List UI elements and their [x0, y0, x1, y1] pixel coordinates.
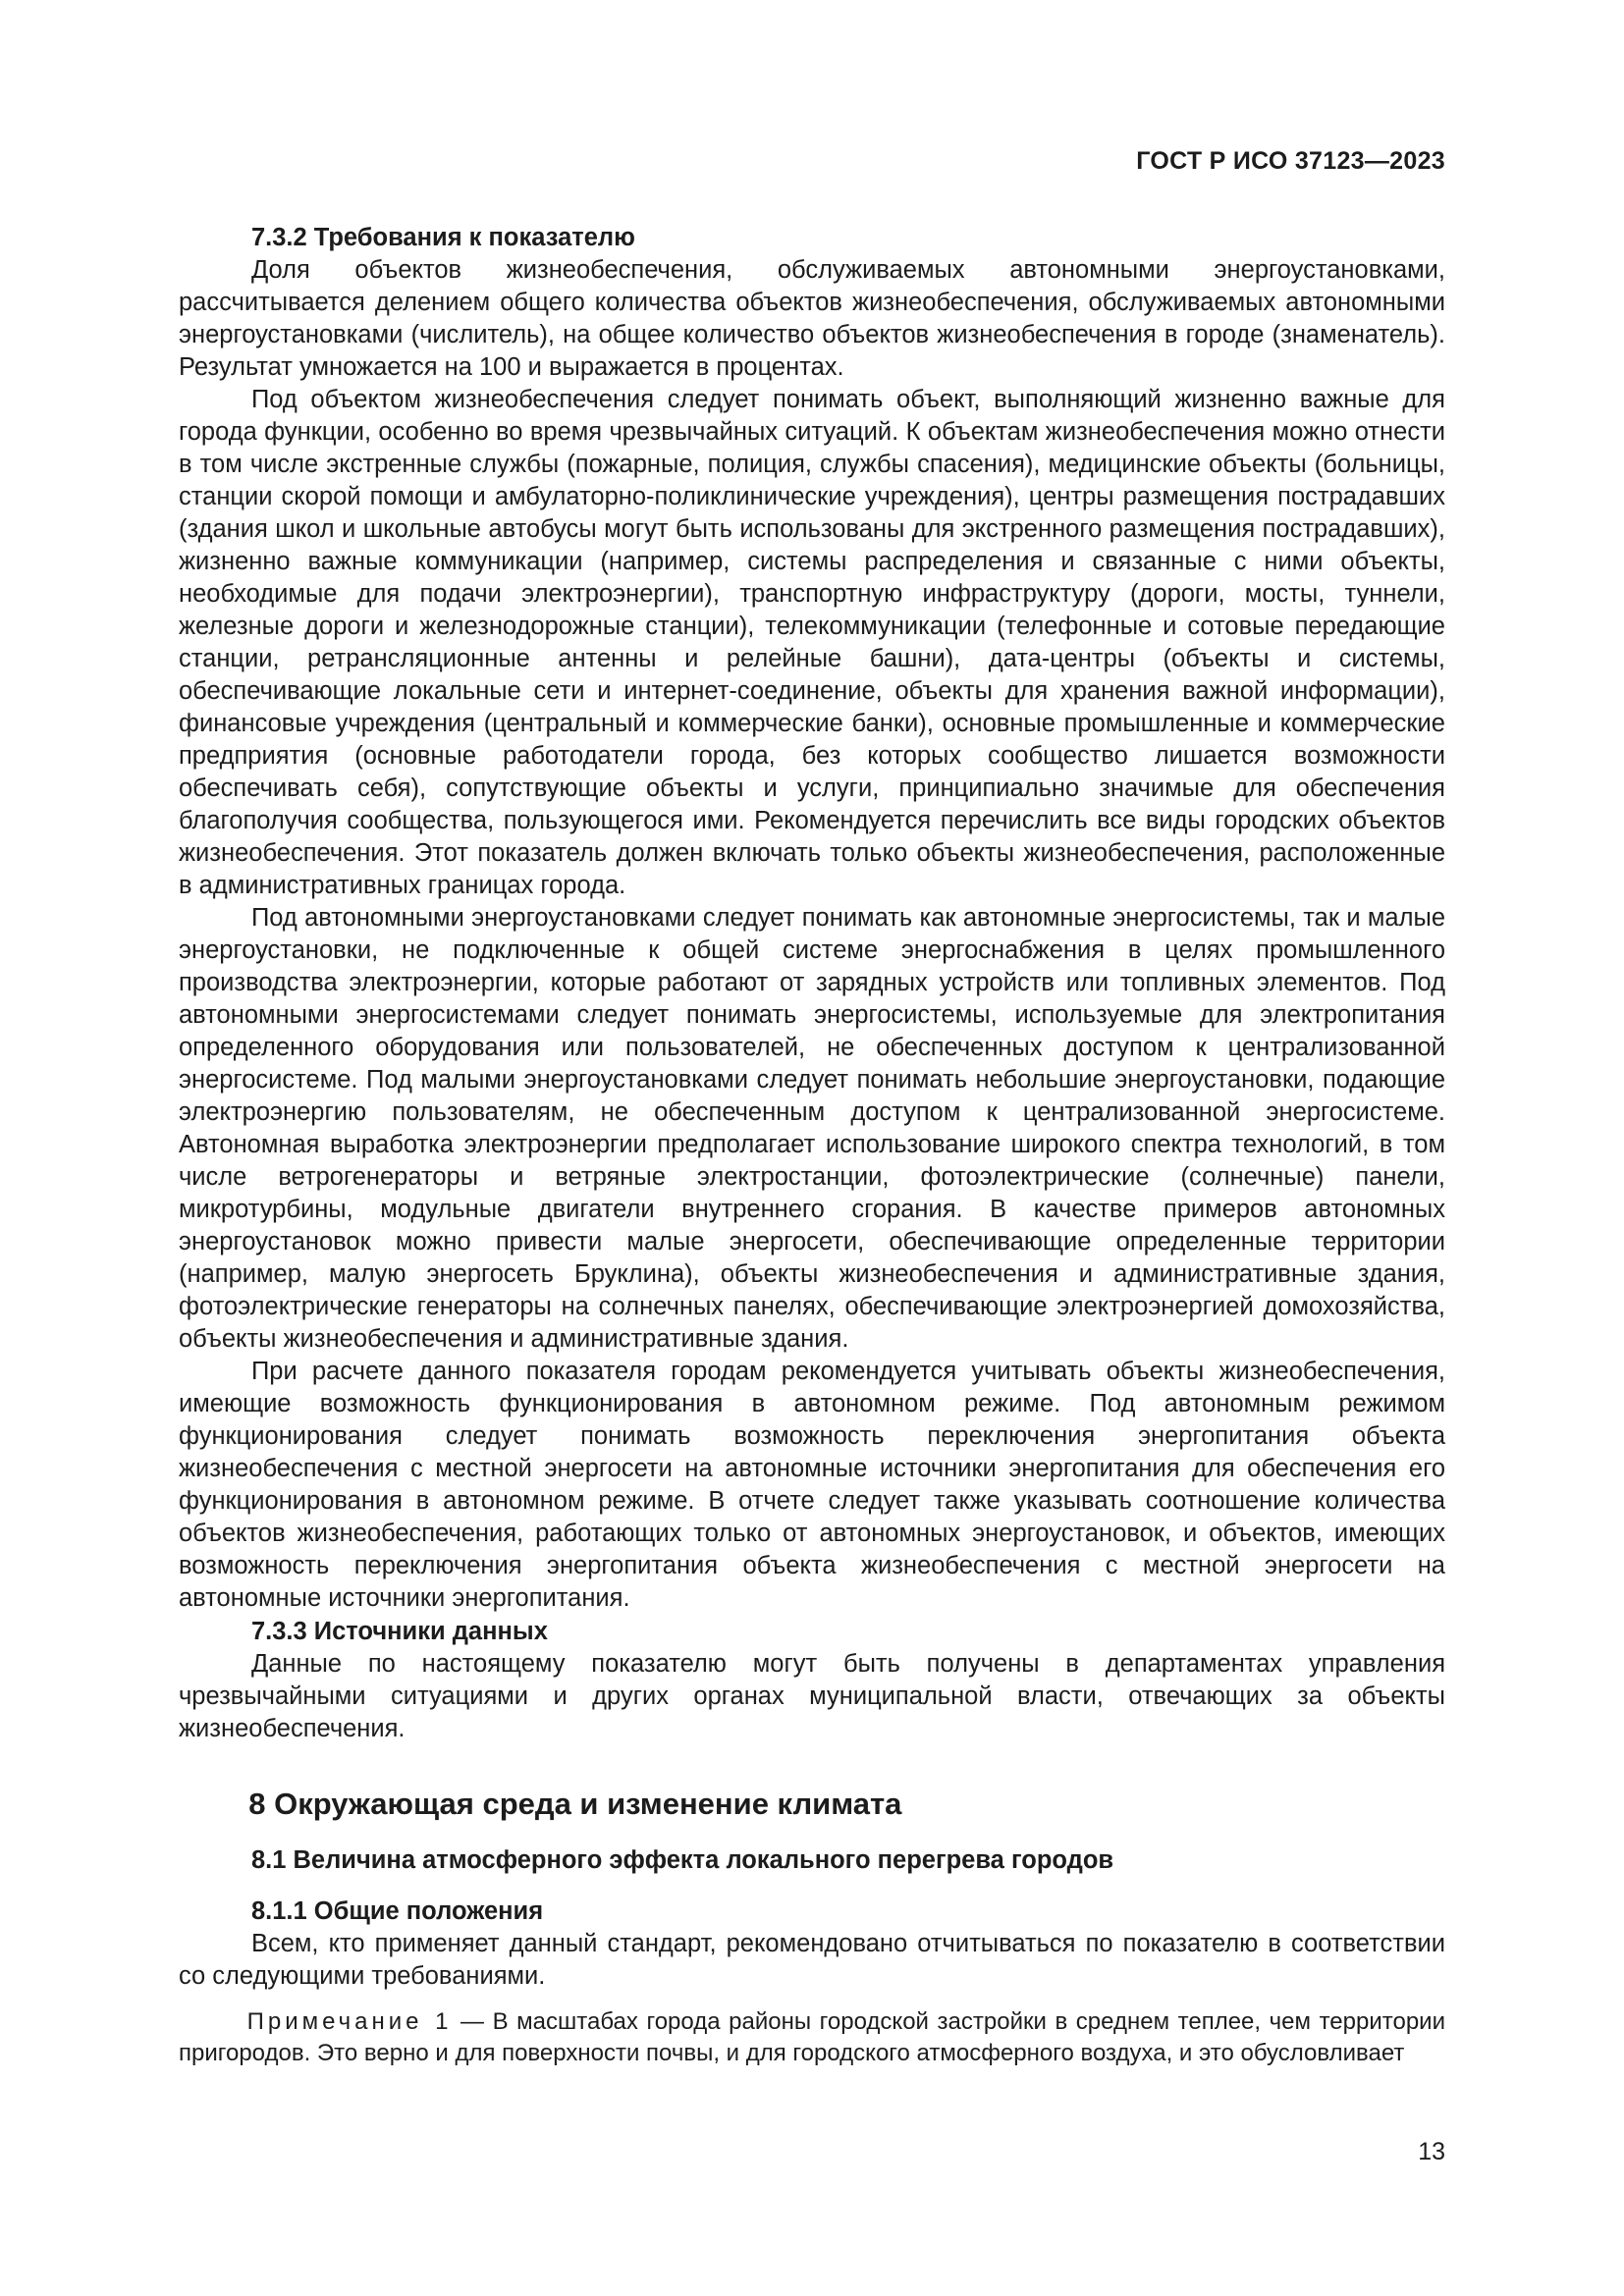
- section-heading-8-1: 8.1 Величина атмосферного эффекта локального перегрева городов: [250, 1846, 1114, 1874]
- section-heading-7-3-3: 7.3.3 Источники данных: [250, 1618, 548, 1645]
- paragraph: При расчете данного показателя городам рекомендуется учитывать объекты жизнеобеспечения, имеющие возможность функционирования в автономном режиме. Под автономным режимом функционирования следует понимать возможность переключения энергопитания объекта жизнеобеспечения с местной энергосети на автономные источники энергопитания для обеспечения его функционирования в автономном режиме. В отчете следует также указывать соотношение количества объектов жизнеобеспечения, работающих только от автономных энергоустановок, и объектов, имеющих возможность переключения энергопитания объекта жизнеобеспечения с местной энергосети на автономные источники энергопитания.: [179, 1358, 1445, 1612]
- section-heading-8-1-1: 8.1.1 Общие положения: [250, 1897, 544, 1925]
- page-content: [179, 221, 1445, 2069]
- paragraph: Под объектом жизнеобеспечения следует понимать объект, выполняющий жизненно важные для города функции, особенно во время чрезвычайных ситуаций. К объектам жизнеобеспечения можно отнести в том числе экстренные службы (пожарные, полиция, службы спасения), медицинские объекты (больницы, станции скорой помощи и амбулаторно-поликлинические учреждения), центры размещения пострадавших (здания школ и школьные автобусы могут быть использованы для экстренного размещения пострадавших), жизненно важные коммуникации (например, системы распределения и связанные с ними объекты, необходимые для подачи электроэнергии), транспортную инфраструктуру (дороги, мосты, туннели, железные дороги и железнодорожные станции), телекоммуникации (телефонные и сотовые передающие станции, ретрансляционные антенны и релейные башни), дата-центры (объекты и системы, обеспечивающие локальные сети и интернет-соединение, объекты для хранения важной информации), финансовые учреждения (центральный и коммерческие банки), основные промышленные и коммерческие предприятия (основные работодатели города, без которых сообщество лишается возможности обеспечивать себя), сопутствующие объекты и услуги, принципиально значимые для обеспечения благополучия сообщества, пользующегося ими. Рекомендуется перечислить все виды городских объектов жизнеобеспечения. Этот показатель должен включать только объекты жизнеобеспечения, расположенные в административных границах города.: [179, 386, 1445, 899]
- section-heading-7-3-2: 7.3.2 Требования к показателю: [250, 224, 635, 251]
- note: [179, 2006, 1445, 2069]
- note-text: — В масштабах города районы городской застройки в среднем теплее, чем территории пригородов. Это верно и для поверхности почвы, и для городского атмосферного воздуха, и это обусловливает: [179, 2008, 1445, 2066]
- section-heading-8: 8 Окружающая среда и изменение климата: [248, 1787, 902, 1821]
- note-label: Примечание 1: [246, 2008, 453, 2035]
- paragraph: Доля объектов жизнеобеспечения, обслуживаемых автономными энергоустановками, рассчитывается делением общего количества объектов жизнеобеспечения, обслуживаемых автономными энергоустановками (числитель), на общее количество объектов жизнеобеспечения в городе (знаменатель). Результат умножается на 100 и выражается в процентах.: [179, 256, 1445, 381]
- paragraph: Всем, кто применяет данный стандарт, рекомендовано отчитываться по показателю в соответствии со следующими требованиями.: [179, 1930, 1445, 1990]
- document-code: ГОСТ Р ИСО 37123—2023: [1136, 147, 1445, 175]
- paragraph: Данные по настоящему показателю могут быть получены в департаментах управления чрезвычайными ситуациями и других органах муниципальной власти, отвечающих за объекты жизнеобеспечения.: [179, 1650, 1445, 1742]
- paragraph: Под автономными энергоустановками следует понимать как автономные энергосистемы, так и малые энергоустановки, не подключенные к общей системе энергоснабжения в целях промышленного производства электроэнергии, которые работают от зарядных устройств или топливных элементов. Под автономными энергосистемами следует понимать энергосистемы, используемые для электропитания определенного оборудования или пользователей, не обеспеченных доступом к централизованной энергосистеме. Под малыми энергоустановками следует понимать небольшие энергоустановки, подающие электроэнергию пользователям, не обеспеченным доступом к централизованной энергосистеме. Автономная выработка электроэнергии предполагает использование широкого спектра технологий, в том числе ветрогенераторы и ветряные электростанции, фотоэлектрические (солнечные) панели, микротурбины, модульные двигатели внутреннего сгорания. В качестве примеров автономных энергоустановок можно привести малые энергосети, обеспечивающие определенные территории (например, малую энергосеть Бруклина), объекты жизнеобеспечения и административные здания, фотоэлектрические генераторы на солнечных панелях, обеспечивающие электроэнергией домохозяйства, объекты жизнеобеспечения и административные здания.: [179, 904, 1445, 1353]
- page-number: 13: [1418, 2138, 1445, 2165]
